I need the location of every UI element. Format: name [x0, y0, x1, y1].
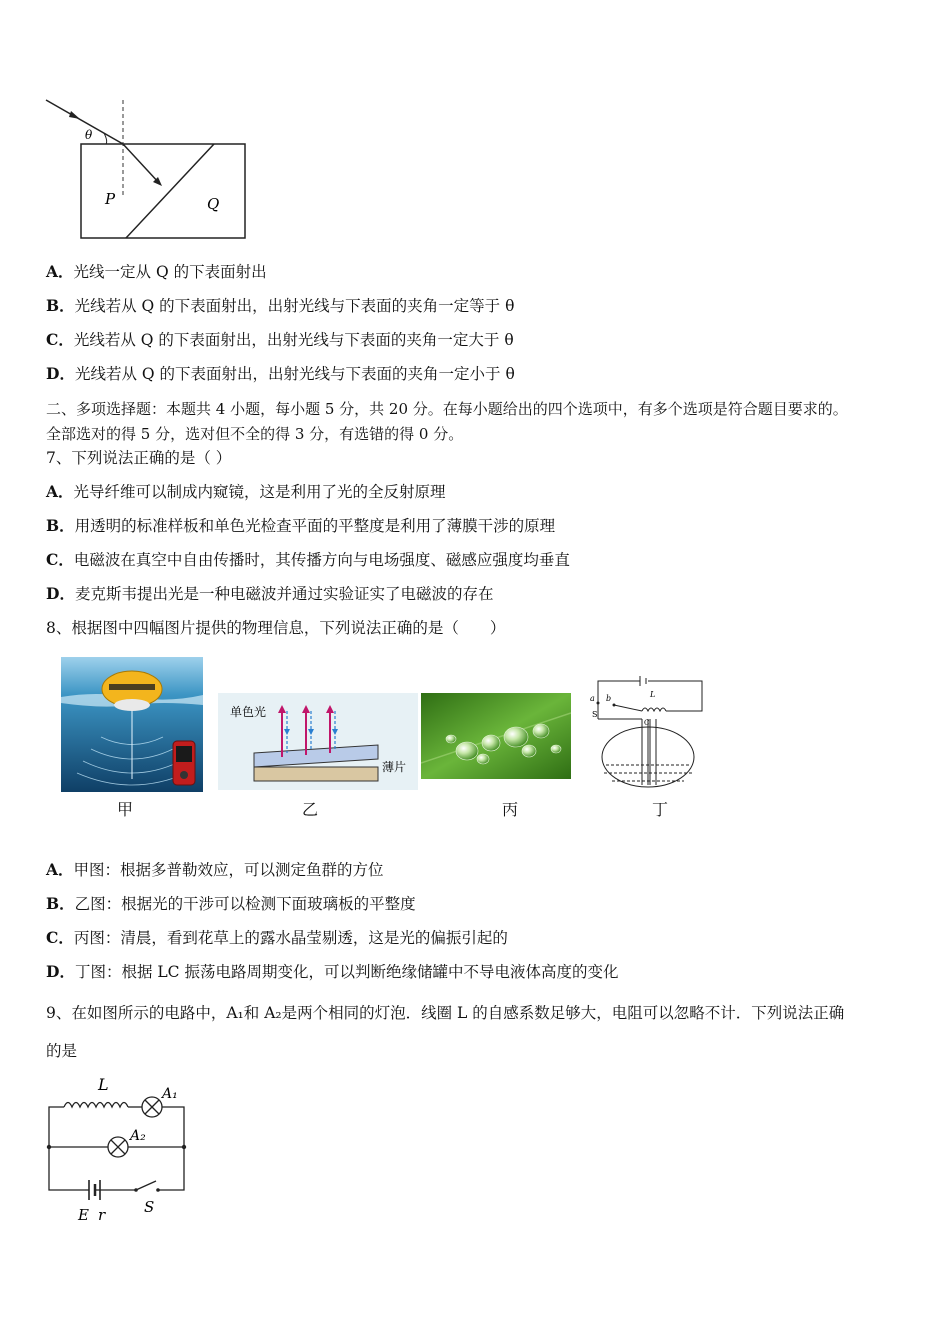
q8-option-a: A．甲图：根据多普勒效应，可以测定鱼群的方位 [46, 860, 384, 879]
inductor-coil [64, 1103, 128, 1108]
circuit-label-l: L [98, 1075, 109, 1094]
q6-option-d: D．光线若从 Q 的下表面射出，出射光线与下表面的夹角一定小于 θ [46, 364, 515, 383]
p-label: P [105, 190, 116, 208]
caption-yi: 乙 [302, 800, 319, 819]
caption-ding: 丁 [652, 800, 669, 819]
q-label: Q [207, 195, 220, 213]
bottom-glass [254, 767, 378, 781]
q8-option-d: D．丁图：根据 LC 振荡电路周期变化，可以判断绝缘储罐中不导电液体高度的变化 [46, 962, 619, 981]
fig-bing-dewdrops [421, 693, 571, 779]
ding-label-b: b [606, 694, 612, 703]
section2-line2: 全部选对的得 5 分，选对但不全的得 3 分，有选错的得 0 分。 [46, 425, 464, 443]
caption-jia: 甲 [117, 800, 134, 819]
q9-line1: 9、在如图所示的电路中，A₁和 A₂是两个相同的灯泡．线圈 L 的自感系数足够大，电阻可以忽略不计．下列说法正确 [46, 1004, 845, 1022]
section2-line1: 二、多项选择题：本题共 4 小题，每小题 5 分，共 20 分。在每小题给出的四个选项中，有多个选项是符合题目要求的。 [46, 400, 848, 418]
theta-label: θ [85, 128, 93, 142]
yi-light-label: 单色光 [230, 705, 267, 719]
q7-option-a: A．光导纤维可以制成内窥镜，这是利用了光的全反射原理 [46, 482, 446, 501]
q7-option-d: D．麦克斯韦提出光是一种电磁波并通过实验证实了电磁波的存在 [46, 584, 494, 603]
refraction-figure [44, 98, 250, 244]
refracted-ray [123, 144, 160, 184]
q9-line2: 的是 [46, 1042, 78, 1060]
switch-blade [136, 1181, 156, 1190]
q6-option-a: A．光线一定从 Q 的下表面射出 [46, 262, 267, 281]
fig-ding-lc-tank [590, 675, 708, 795]
circuit-label-a1: A₁ [162, 1086, 178, 1102]
q8-stem: 8、根据图中四幅图片提供的物理信息，下列说法正确的是（ ） [46, 619, 506, 637]
q7-option-c: C．电磁波在真空中自由传播时，其传播方向与电场强度、磁感应强度均垂直 [46, 550, 570, 569]
interface-line [126, 144, 214, 238]
q7-option-b: B．用透明的标准样板和单色光检查平面的平整度是利用了薄膜干涉的原理 [46, 516, 556, 535]
fig-jia-fishfinder [61, 657, 203, 792]
caption-bing: 丙 [502, 800, 519, 819]
ding-label-s: S [592, 710, 598, 719]
incident-arrow [69, 111, 80, 119]
circuit-figure [40, 1070, 200, 1225]
ding-label-a: a [590, 694, 595, 703]
ding-label-c: C [644, 719, 650, 727]
q7-stem: 7、下列说法正确的是（ ） [46, 449, 232, 467]
q8-option-c: C．丙图：清晨，看到花草上的露水晶莹剔透，这是光的偏振引起的 [46, 928, 508, 947]
circuit-label-e: E [78, 1206, 89, 1224]
q6-option-b: B．光线若从 Q 的下表面射出，出射光线与下表面的夹角一定等于 θ [46, 296, 515, 315]
q6-option-c: C．光线若从 Q 的下表面射出，出射光线与下表面的夹角一定大于 θ [46, 330, 514, 349]
circuit-label-a2: A₂ [130, 1128, 146, 1144]
circuit-label-r: r [98, 1206, 106, 1224]
fig-yi-thinfilm [218, 693, 418, 790]
yi-film-label: 薄片 [382, 760, 407, 774]
circuit-label-s: S [144, 1198, 155, 1216]
ding-label-l: L [650, 690, 656, 699]
q8-option-b: B．乙图：根据光的干涉可以检测下面玻璃板的平整度 [46, 894, 416, 913]
